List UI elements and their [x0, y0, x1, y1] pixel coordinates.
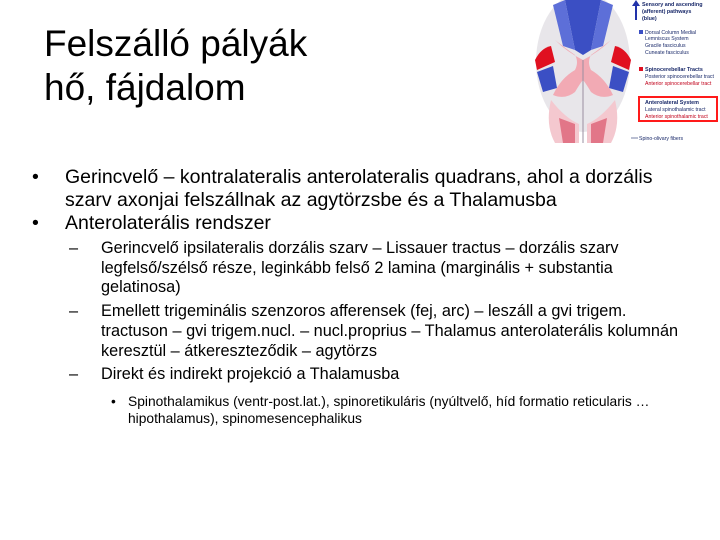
legend-line: Anterior spinocerebellar tract — [645, 81, 712, 87]
bullet-item — [32, 166, 692, 212]
legend-line: (afferent) pathways — [642, 9, 692, 15]
bullet-item — [32, 212, 692, 235]
legend-line: Anterolateral System — [645, 100, 699, 106]
legend-line: Gracile fasciculus — [645, 43, 686, 49]
bullet-icon: • — [32, 166, 39, 188]
sub-sub-bullet-text: Spinothalamikus (ventr-post.lat.), spinoretikuláris (nyúltvelő, híd formatio reticularis … hipothalamus), spinomesencephalikus — [128, 393, 650, 426]
legend-line: Spino-olivary fibers — [639, 136, 684, 142]
slide-body — [32, 166, 692, 427]
legend-line: Lateral spinothalamic tract — [645, 107, 706, 113]
sub-bullet-item — [69, 302, 692, 361]
sub-bullet-text: Emellett trigeminális szenzoros afferensek (fej, arc) – leszáll a gvi trigem. tractuson – gvi trigem.nucl. – nucl.proprius – Thalamus anterolaterális kolumnán keresztül – átkereszteződik – agytörzs — [101, 302, 679, 360]
legend-line: Cuneate fasciculus — [645, 50, 689, 56]
sub-bullet-text: Direkt és indirekt projekció a Thalamusba — [101, 365, 400, 384]
legend-line: (blue) — [642, 16, 657, 22]
legend-line: Spinocerebellar Tracts — [645, 67, 703, 73]
slide-title — [44, 22, 514, 110]
spinal-cord-pathways-figure — [535, 0, 720, 143]
arrow-head-icon — [632, 0, 640, 6]
dash-icon: – — [69, 302, 79, 321]
legend-line: Dorsal Column Medial — [645, 30, 697, 36]
legend-swatch — [639, 67, 643, 71]
spinal-cord-cross-section-image — [535, 0, 720, 143]
sub-bullet-item — [69, 365, 692, 385]
bullet-text: Anterolaterális rendszer — [65, 212, 271, 234]
title-line-2: hő, fájdalom — [44, 67, 246, 108]
legend-line: Posterior spinocerebellar tract — [645, 74, 714, 80]
legend-swatch — [639, 30, 643, 34]
bullet-icon: • — [111, 393, 116, 409]
title-line-1: Felszálló pályák — [44, 23, 308, 64]
bullet-text: Gerincvelő – kontralateralis anterolateralis quadrans, ahol a dorzális szarv axonjai felszállnak az agytörzsbe és a Thalamusba — [65, 166, 653, 211]
legend-line: Sensory and ascending — [642, 2, 703, 8]
bullet-icon: • — [32, 212, 39, 234]
legend-line: Lemniscus System — [645, 36, 689, 42]
sub-bullet-text: Gerincvelő ipsilateralis dorzális szarv – Lissauer tractus – dorzális szarv legfelső/szélső része, leginkább felső 2 lamina (marginális + substantia gelatinosa) — [101, 239, 619, 297]
legend-line: Anterior spinothalamic tract — [645, 114, 708, 120]
dash-icon: – — [69, 365, 79, 384]
sub-sub-bullet-item — [107, 393, 692, 427]
sub-bullet-item — [69, 239, 692, 298]
dash-icon: – — [69, 239, 79, 257]
